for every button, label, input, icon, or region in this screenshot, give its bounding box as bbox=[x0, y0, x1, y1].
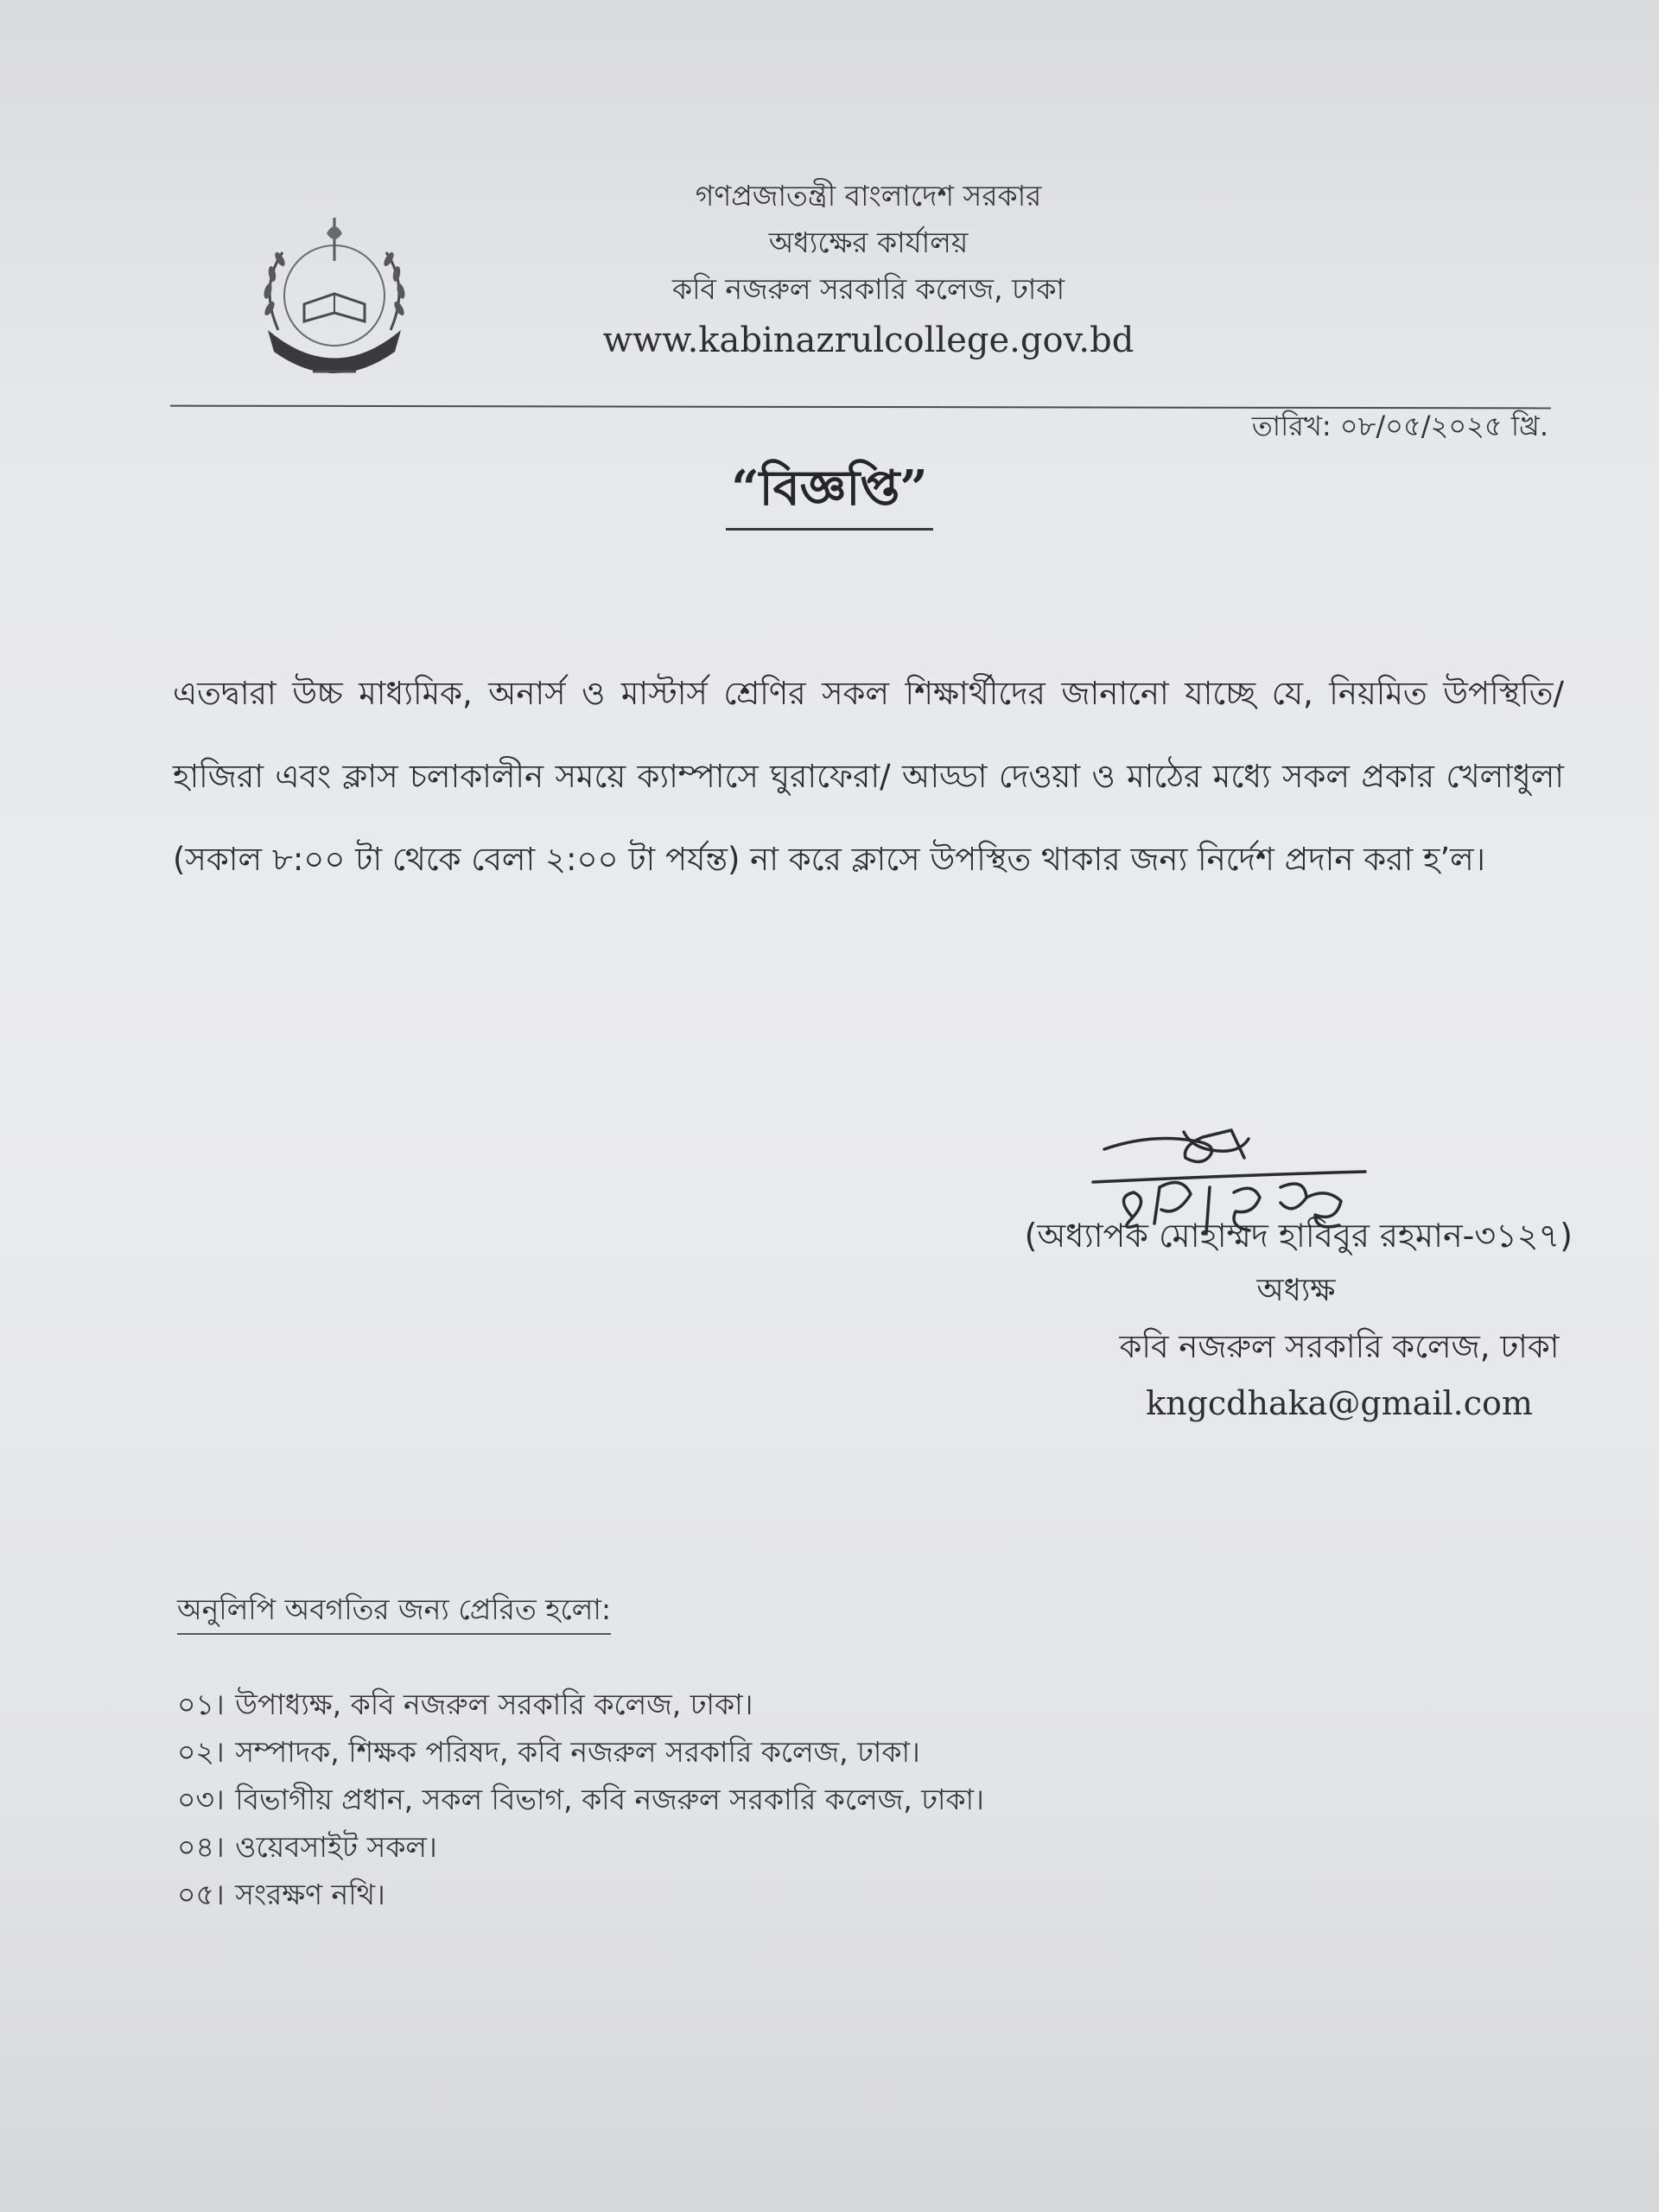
college-seal-icon bbox=[244, 200, 425, 391]
notice-body: এতদ্বারা উচ্চ মাধ্যমিক, অনার্স ও মাস্টার্স শ্রেণির সকল শিক্ষার্থীদের জানানো যাচ্ছে যে, নিয়মিত উপস্থিতি/হাজিরা এবং ক্লাস চলাকালীন সময়ে ক্যাম্পাসে ঘুরাফেরা/ আড্ডা দেওয়া ও মাঠের মধ্যে সকল প্রকার খেলাধুলা (সকাল ৮:০০ টা থেকে বেলা ২:০০ টা পর্যন্ত) না করে ক্লাসে উপস্থিত থাকার জন্য নির্দেশ প্রদান করা হ’ল। bbox=[173, 675, 1565, 878]
list-item-text: বিভাগীয় প্রধান, সকল বিভাগ, কবি নজরুল সরকারি কলেজ, ঢাকা। bbox=[235, 1783, 984, 1816]
title-container bbox=[0, 454, 1659, 531]
list-item-text: ওয়েবসাইট সকল। bbox=[235, 1830, 437, 1864]
notice-date: তারিখ: ০৮/০৫/২০২৫ খ্রি. bbox=[1251, 410, 1548, 442]
list-item-number: ০৩। bbox=[177, 1783, 225, 1816]
office-name: অধ্যক্ষের কার্যালয় bbox=[768, 226, 969, 259]
notice-title: “বিজ্ঞপ্তি” bbox=[726, 454, 932, 531]
website-link[interactable]: www.kabinazrulcollege.gov.bd bbox=[602, 321, 1135, 360]
signature-block bbox=[933, 1115, 1590, 1443]
list-item-number: ০৫। bbox=[177, 1878, 225, 1911]
list-item-number: ০১। bbox=[177, 1688, 225, 1721]
copy-heading: অনুলিপি অবগতির জন্য প্রেরিত হলো: bbox=[177, 1588, 611, 1635]
signatory-name: (অধ্যাপক মোহাম্মদ হাবিবুর রহমান-৩১২৭) bbox=[1024, 1217, 1573, 1255]
list-item-text: উপাধ্যক্ষ, কবি নজরুল সরকারি কলেজ, ঢাকা। bbox=[235, 1688, 753, 1721]
letterhead bbox=[553, 173, 1184, 366]
list-item-text: সম্পাদক, শিক্ষক পরিষদ, কবি নজরুল সরকারি কলেজ, ঢাকা। bbox=[235, 1735, 920, 1769]
list-item-text: সংরক্ষণ নথি। bbox=[235, 1878, 385, 1911]
list-item-number: ০৪। bbox=[177, 1830, 225, 1864]
list-item bbox=[177, 1776, 1387, 1823]
list-item bbox=[177, 1823, 1387, 1871]
list-item bbox=[177, 1728, 1387, 1776]
signatory-details bbox=[933, 1208, 1590, 1431]
signatory-email[interactable]: kngcdhaka@gmail.com bbox=[1146, 1384, 1533, 1422]
signatory-college: কবি নজরুল সরকারি কলেজ, ঢাকা bbox=[1119, 1328, 1560, 1365]
list-item bbox=[177, 1871, 1387, 1918]
list-item bbox=[177, 1681, 1387, 1728]
college-name: কবি নজরুল সরকারি কলেজ, ঢাকা bbox=[671, 272, 1065, 306]
government-name: গণপ্রজাতন্ত্রী বাংলাদেশ সরকার bbox=[695, 179, 1042, 213]
list-item-number: ০২। bbox=[177, 1735, 225, 1769]
signatory-designation: অধ্যক্ষ bbox=[1256, 1273, 1336, 1308]
copy-recipients-list bbox=[177, 1681, 1387, 1918]
